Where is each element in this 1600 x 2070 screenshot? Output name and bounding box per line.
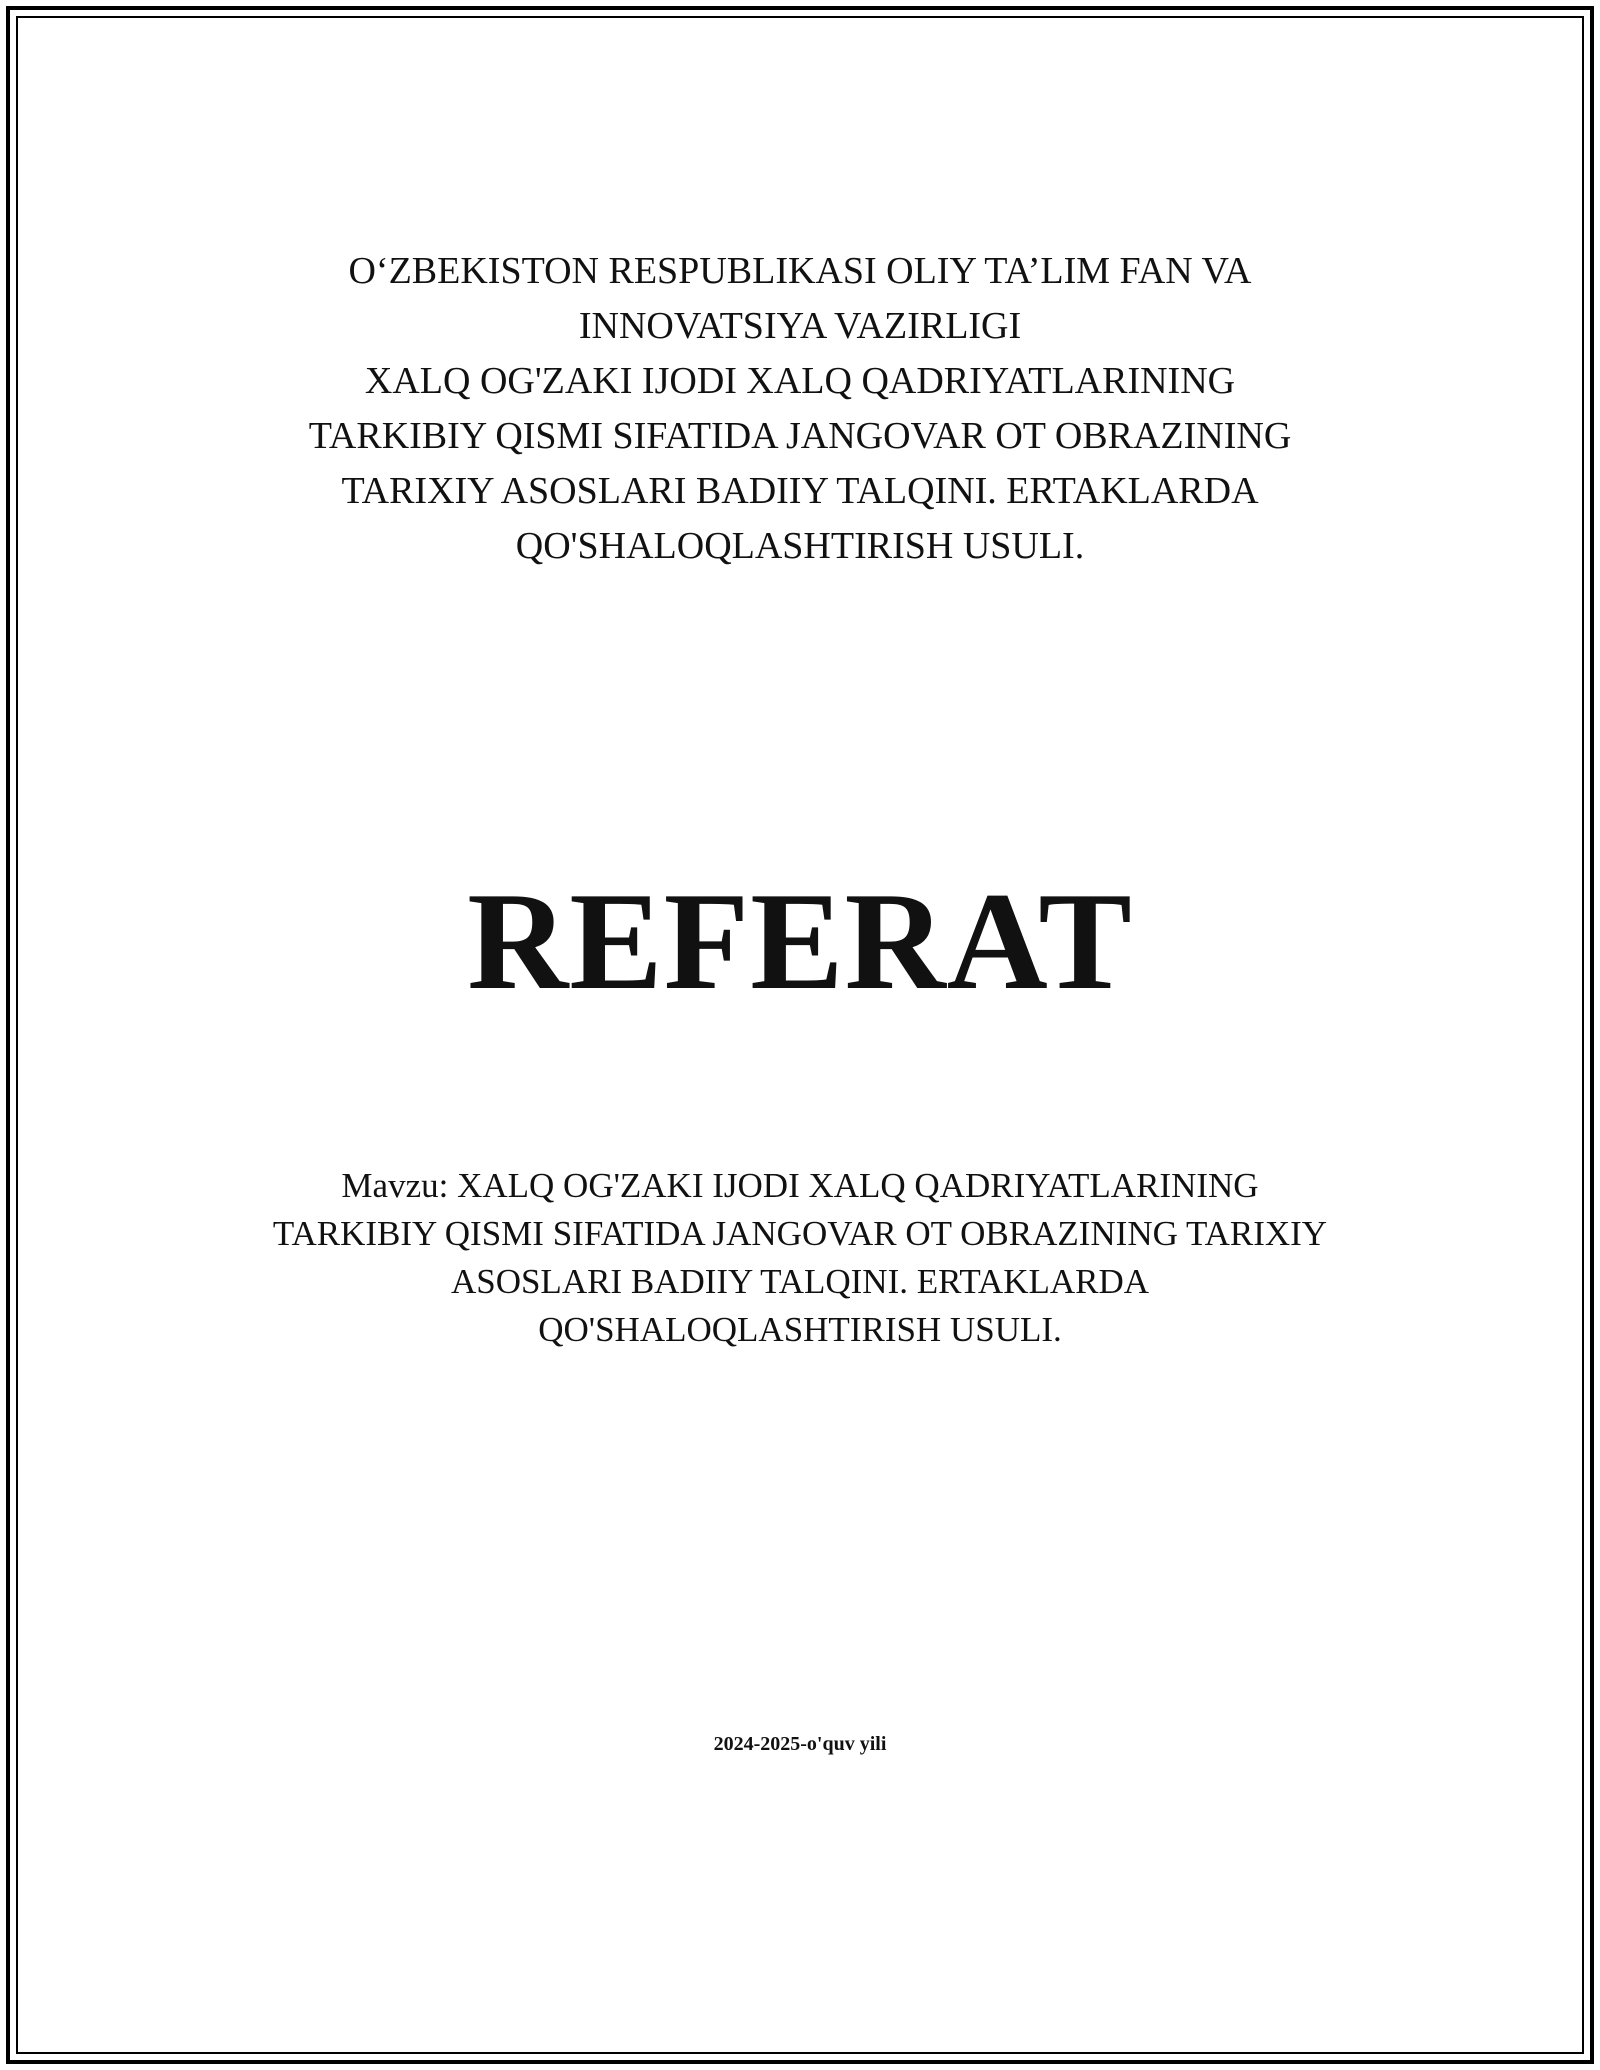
ministry-header	[0, 244, 1600, 574]
topic-line: QO'SHALOQLASHTIRISH USULI.	[538, 1310, 1062, 1349]
header-line: O‘ZBEKISTON RESPUBLIKASI OLIY TA’LIM FAN VA	[348, 250, 1252, 292]
document-title: REFERAT	[467, 864, 1133, 1019]
topic-line: ASOSLARI BADIIY TALQINI. ERTAKLARDA	[450, 1262, 1150, 1301]
header-line: QO'SHALOQLASHTIRISH USULI.	[515, 525, 1085, 567]
header-line: XALQ OG'ZAKI IJODI XALQ QADRIYATLARINING	[364, 360, 1236, 402]
topic-line: TARKIBIY QISMI SIFATIDA JANGOVAR OT OBRAZINING TARIXIY	[272, 1214, 1328, 1253]
header-line: TARIXIY ASOSLARI BADIIY TALQINI. ERTAKLARDA	[341, 470, 1259, 512]
topic-block	[0, 1162, 1600, 1354]
topic-line: Mavzu: XALQ OG'ZAKI IJODI XALQ QADRIYATLARINING	[341, 1166, 1259, 1205]
academic-year: 2024-2025-o'quv yili	[713, 1733, 887, 1755]
header-line: TARKIBIY QISMI SIFATIDA JANGOVAR OT OBRAZINING	[308, 415, 1292, 457]
header-line: INNOVATSIYA VAZIRLIGI	[578, 305, 1022, 347]
